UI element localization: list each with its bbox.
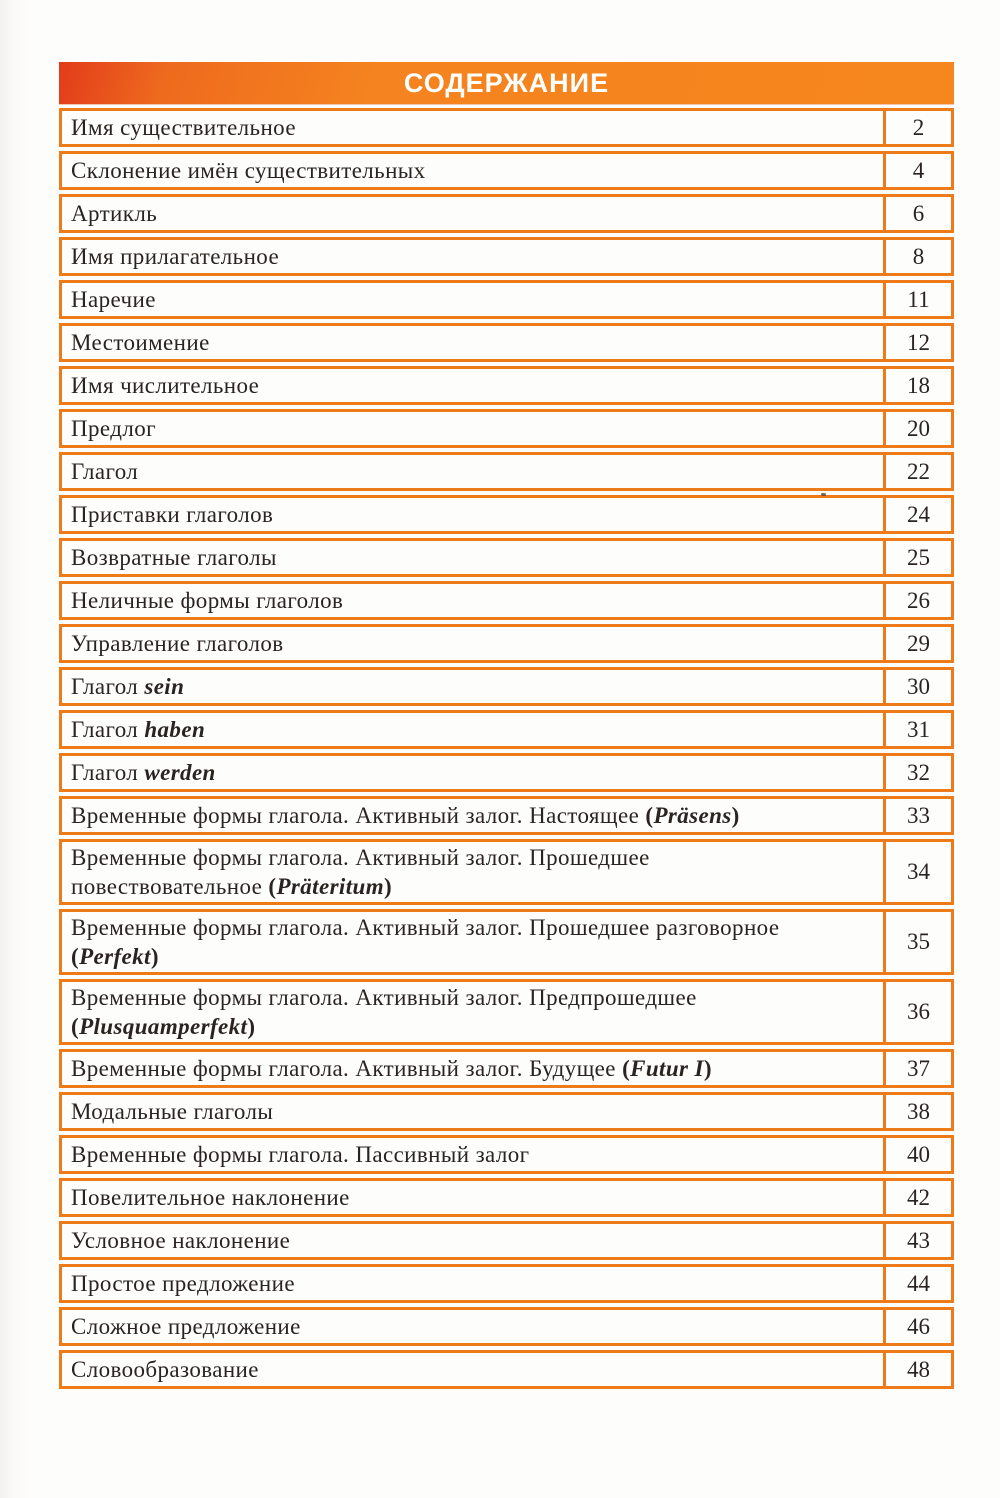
toc-entry-page-number: 11 xyxy=(907,286,930,312)
toc-entry-title xyxy=(62,982,886,1042)
title-segment-emphasis: ( xyxy=(71,944,80,969)
toc-row xyxy=(59,1135,954,1174)
toc-entry-title-text xyxy=(71,113,296,142)
toc-entry-title xyxy=(62,713,886,746)
title-segment: Приставки глаголов xyxy=(71,502,274,527)
title-segment: Глагол xyxy=(71,674,145,699)
toc-row xyxy=(59,909,954,975)
toc-entry-title xyxy=(62,283,886,316)
title-segment-emphasis: Plusquamperfekt xyxy=(79,1014,248,1039)
title-segment: Имя существительное xyxy=(71,115,296,140)
toc-entry-page-number: 30 xyxy=(907,673,930,699)
title-segment-emphasis: sein xyxy=(144,674,185,699)
title-segment-emphasis: ) xyxy=(703,1056,712,1081)
toc-row xyxy=(59,667,954,706)
toc-entry-page-number: 31 xyxy=(907,716,930,742)
toc-row xyxy=(59,1350,954,1389)
title-segment: Повелительное наклонение xyxy=(71,1185,350,1210)
toc-row xyxy=(59,1178,954,1217)
toc-entry-page-number: 33 xyxy=(907,802,930,828)
toc-header xyxy=(59,62,954,104)
toc-entry-title xyxy=(62,1310,886,1343)
toc-entry-title-text xyxy=(71,285,156,314)
title-segment-emphasis: ) xyxy=(150,944,159,969)
title-segment-emphasis: Präteritum xyxy=(276,874,384,899)
title-segment-emphasis: ) xyxy=(384,874,393,899)
toc-entry-title-text xyxy=(71,500,273,529)
toc-row xyxy=(59,1049,954,1088)
toc-entry-title-text xyxy=(71,1269,295,1298)
toc-entry-title-text xyxy=(71,1054,712,1083)
toc-entry-title-text xyxy=(71,672,184,701)
toc-row xyxy=(59,1221,954,1260)
toc-entry-page-number: 37 xyxy=(907,1055,930,1081)
title-segment: Временные формы глагола. Пассивный залог xyxy=(71,1142,530,1167)
toc-title: СОДЕРЖАНИЕ xyxy=(403,67,610,98)
title-segment: Простое предложение xyxy=(71,1271,295,1296)
toc-row xyxy=(59,495,954,534)
title-segment: Имя числительное xyxy=(71,373,260,398)
toc-entry-title xyxy=(62,756,886,789)
title-segment: Глагол xyxy=(71,760,145,785)
toc-entry-title xyxy=(62,154,886,187)
title-segment: Предлог xyxy=(71,416,156,441)
toc-row xyxy=(59,538,954,577)
toc-row xyxy=(59,237,954,276)
toc-entry-page-number: 8 xyxy=(912,243,925,269)
toc-entry-title-text xyxy=(71,801,740,830)
toc-entry-title-text xyxy=(71,913,779,971)
toc-entry-page-number: 48 xyxy=(907,1356,930,1382)
toc-entry-title xyxy=(62,670,886,703)
title-segment: Временные формы глагола. Активный залог. Прошедшее разговорное xyxy=(71,915,780,940)
toc-entry-title xyxy=(62,498,886,531)
toc-entry-page-number: 6 xyxy=(912,200,925,226)
title-segment: Глагол xyxy=(71,459,139,484)
toc-entry-page-number: 38 xyxy=(907,1098,930,1124)
toc-entry-title-text xyxy=(71,1140,529,1169)
toc-entry-page-number: 42 xyxy=(907,1184,930,1210)
toc-row xyxy=(59,151,954,190)
toc-row xyxy=(59,979,954,1045)
title-segment: Артикль xyxy=(71,201,158,226)
toc-entry-page-number: 34 xyxy=(907,859,930,884)
toc-entry-title xyxy=(62,111,886,144)
toc-row xyxy=(59,624,954,663)
title-segment: Временные формы глагола. Активный залог. Предпрошедшее xyxy=(71,985,697,1010)
title-segment: Сложное предложение xyxy=(71,1314,301,1339)
title-segment: Неличные формы глаголов xyxy=(71,588,344,613)
title-segment: Условное наклонение xyxy=(71,1228,291,1253)
toc-entry-title-text xyxy=(71,586,343,615)
toc-row xyxy=(59,323,954,362)
toc-entry-page-number: 20 xyxy=(907,415,930,441)
toc-entry-title xyxy=(62,240,886,273)
title-segment-emphasis: werden xyxy=(144,760,216,785)
toc-entry-title-text xyxy=(71,758,216,787)
toc-entry-page-number: 46 xyxy=(907,1313,930,1339)
title-segment: Склонение имён существительных xyxy=(71,158,426,183)
toc-entry-title xyxy=(62,1224,886,1257)
toc-entry-title xyxy=(62,1267,886,1300)
title-segment-emphasis: Perfekt xyxy=(79,944,151,969)
title-segment-emphasis: ) xyxy=(247,1014,256,1039)
toc-entry-title-text xyxy=(71,715,205,744)
toc-entry-page-number: 12 xyxy=(907,329,930,355)
title-segment: Глагол xyxy=(71,717,145,742)
toc-row xyxy=(59,452,954,491)
toc-entry-title xyxy=(62,541,886,574)
toc-entry-page-number: 26 xyxy=(907,587,930,613)
title-segment-emphasis: ( xyxy=(622,1056,631,1081)
toc-entry-title xyxy=(62,584,886,617)
toc-entry-title xyxy=(62,842,886,902)
title-segment-emphasis: ( xyxy=(71,1014,80,1039)
toc-table xyxy=(59,62,954,1389)
toc-row xyxy=(59,796,954,835)
toc-entry-page-number: 43 xyxy=(907,1227,930,1253)
toc-entry-page-number: 25 xyxy=(907,544,930,570)
toc-entry-title xyxy=(62,369,886,402)
toc-row xyxy=(59,1307,954,1346)
title-segment-emphasis: ( xyxy=(268,874,277,899)
toc-row xyxy=(59,280,954,319)
toc-entry-page-number: 22 xyxy=(907,458,930,484)
title-segment: Имя прилагательное xyxy=(71,244,280,269)
title-segment: Временные формы глагола. Активный залог. Будущее xyxy=(71,1056,623,1081)
toc-entry-title xyxy=(62,799,886,832)
title-segment: Возвратные глаголы xyxy=(71,545,277,570)
title-segment-emphasis: Futur I xyxy=(630,1056,704,1081)
toc-entry-title xyxy=(62,912,886,972)
toc-entry-title xyxy=(62,412,886,445)
toc-entry-title xyxy=(62,326,886,359)
title-segment: Словообразование xyxy=(71,1357,259,1382)
toc-entry-title-text xyxy=(71,1355,259,1384)
title-segment: Управление глаголов xyxy=(71,631,284,656)
scan-artifact-dot xyxy=(821,493,826,497)
toc-entry-title xyxy=(62,1138,886,1171)
title-segment: Модальные глаголы xyxy=(71,1099,274,1124)
toc-row xyxy=(59,753,954,792)
toc-row xyxy=(59,1264,954,1303)
toc-row xyxy=(59,409,954,448)
toc-entry-title-text xyxy=(71,1183,350,1212)
title-segment: Местоимение xyxy=(71,330,210,355)
toc-entry-title-text xyxy=(71,414,156,443)
toc-entry-title-text xyxy=(71,1312,301,1341)
toc-entry-title-text xyxy=(71,1097,273,1126)
toc-entry-title-text xyxy=(71,242,279,271)
toc-entry-page-number: 35 xyxy=(907,929,930,954)
toc-entry-page-number: 32 xyxy=(907,759,930,785)
toc-entry-title xyxy=(62,455,886,488)
toc-row xyxy=(59,366,954,405)
toc-row xyxy=(59,710,954,749)
title-segment: Временные формы глагола. Активный залог. Прошедшее xyxy=(71,845,650,870)
toc-entry-title-text xyxy=(71,1226,290,1255)
toc-entry-title-text xyxy=(71,328,210,357)
toc-entry-title xyxy=(62,1095,886,1128)
title-segment-emphasis: Präsens xyxy=(653,803,732,828)
toc-entry-title-text xyxy=(71,156,426,185)
toc-entry-page-number: 44 xyxy=(907,1270,930,1296)
toc-row xyxy=(59,1092,954,1131)
title-segment: Наречие xyxy=(71,287,156,312)
title-segment: повествовательное xyxy=(71,874,269,899)
toc-row xyxy=(59,108,954,147)
toc-entry-title-text xyxy=(71,543,277,572)
toc-entry-page-number: 36 xyxy=(907,999,930,1024)
toc-entry-page-number: 4 xyxy=(912,157,925,183)
toc-entry-title-text xyxy=(71,843,650,901)
toc-row xyxy=(59,194,954,233)
toc-row xyxy=(59,581,954,620)
title-segment-emphasis: haben xyxy=(144,717,206,742)
toc-entry-page-number: 40 xyxy=(907,1141,930,1167)
toc-row xyxy=(59,839,954,905)
toc-entry-title xyxy=(62,1052,886,1085)
toc-rows xyxy=(59,108,954,1389)
toc-entry-title xyxy=(62,197,886,230)
toc-entry-title-text xyxy=(71,457,138,486)
toc-entry-title-text xyxy=(71,199,157,228)
toc-entry-title-text xyxy=(71,371,259,400)
toc-entry-title xyxy=(62,1353,886,1386)
toc-entry-title-text xyxy=(71,983,697,1041)
title-segment-emphasis: ) xyxy=(731,803,740,828)
title-segment: Временные формы глагола. Активный залог. Настоящее xyxy=(71,803,646,828)
toc-entry-title xyxy=(62,627,886,660)
title-segment-emphasis: ( xyxy=(645,803,654,828)
toc-entry-title-text xyxy=(71,629,284,658)
toc-entry-page-number: 24 xyxy=(907,501,930,527)
toc-entry-page-number: 18 xyxy=(907,372,930,398)
toc-entry-title xyxy=(62,1181,886,1214)
toc-entry-page-number: 29 xyxy=(907,630,930,656)
toc-entry-page-number: 2 xyxy=(912,114,925,140)
